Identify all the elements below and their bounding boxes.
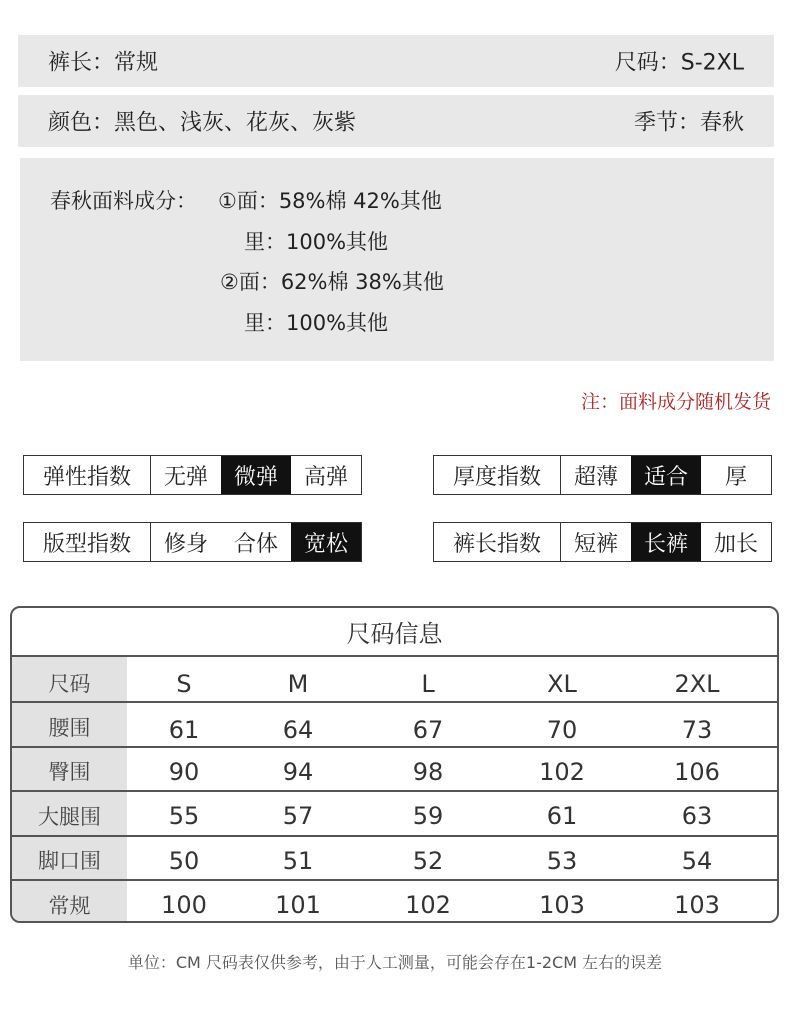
fabric-line-2: 里：100%其他	[244, 230, 389, 254]
table-cell: 54	[681, 847, 713, 875]
table-cell: 57	[282, 802, 314, 830]
table-cell: 63	[681, 802, 713, 830]
table-cell: 73	[681, 716, 713, 744]
attribute-bar-length-size	[18, 35, 774, 87]
size-table	[10, 606, 779, 923]
row-label-leg-opening: 脚口围	[38, 849, 101, 873]
thickness-option-medium-selected: 适合	[631, 456, 701, 494]
table-cell: 103	[539, 891, 585, 919]
table-cell: 102	[539, 758, 585, 786]
thickness-index	[433, 455, 772, 495]
table-cell: 90	[168, 758, 200, 786]
elasticity-option-slight-selected: 微弹	[221, 456, 291, 494]
row-label-waist: 腰围	[48, 716, 91, 740]
elasticity-index	[23, 455, 362, 495]
row-divider	[12, 790, 777, 792]
row-label-hip: 臀围	[48, 760, 91, 784]
table-cell: 64	[282, 716, 314, 744]
length-option-extra-long: 加长	[713, 531, 758, 557]
fit-option-slim: 修身	[163, 531, 208, 557]
season-label: 季节：春秋	[633, 110, 744, 136]
table-cell: 102	[405, 891, 451, 919]
table-cell: 98	[412, 758, 444, 786]
fit-index	[23, 522, 362, 562]
size-header-s: S	[176, 670, 192, 698]
size-header-2xl: 2XL	[674, 670, 720, 698]
length-index-label: 裤长指数	[434, 523, 561, 561]
fabric-line-1: ①面：58%棉 42%其他	[218, 189, 442, 213]
fabric-note: 注：面料成分随机发货	[580, 391, 771, 413]
table-cell: 53	[546, 847, 578, 875]
row-divider	[12, 835, 777, 837]
table-cell: 61	[546, 802, 578, 830]
row-divider	[12, 746, 777, 748]
size-table-title: 尺码信息	[12, 608, 777, 657]
row-label-thigh: 大腿围	[38, 805, 101, 829]
table-cell: 52	[412, 847, 444, 875]
pants-length-label: 裤长：常规	[48, 50, 159, 76]
fit-option-loose-selected: 宽松	[291, 523, 361, 561]
row-divider	[12, 879, 777, 881]
length-option-shorts: 短裤	[573, 531, 618, 557]
elasticity-index-label: 弹性指数	[24, 456, 151, 494]
table-cell: 100	[161, 891, 207, 919]
row-label-regular-length: 常规	[48, 894, 91, 918]
table-cell: 51	[282, 847, 314, 875]
length-index	[433, 522, 772, 562]
size-header-xl: XL	[547, 670, 577, 698]
size-header-label: 尺码	[48, 672, 91, 696]
size-header-l: L	[421, 670, 435, 698]
row-divider	[12, 701, 777, 703]
table-cell: 59	[412, 802, 444, 830]
fabric-line-3: ②面：62%棉 38%其他	[220, 270, 444, 294]
table-cell: 103	[674, 891, 720, 919]
elasticity-option-high: 高弹	[303, 464, 348, 490]
colors-label: 颜色：黑色、浅灰、花灰、灰紫	[48, 110, 357, 136]
fabric-label: 春秋面料成分：	[50, 189, 197, 213]
thickness-index-label: 厚度指数	[434, 456, 561, 494]
table-cell: 50	[168, 847, 200, 875]
elasticity-option-none: 无弹	[163, 464, 208, 490]
table-cell: 101	[275, 891, 321, 919]
table-cell: 106	[674, 758, 720, 786]
thickness-option-thick: 厚	[724, 464, 747, 490]
fit-option-regular: 合体	[233, 531, 278, 557]
table-cell: 61	[168, 716, 200, 744]
fit-index-label: 版型指数	[24, 523, 151, 561]
size-header-m: M	[287, 670, 309, 698]
table-cell: 94	[282, 758, 314, 786]
table-cell: 55	[168, 802, 200, 830]
table-cell: 67	[412, 716, 444, 744]
table-cell: 70	[546, 716, 578, 744]
size-range-label: 尺码：S-2XL	[614, 50, 744, 76]
fabric-composition-panel	[20, 158, 774, 361]
measurement-footnote: 单位：CM 尺码表仅供参考，由于人工测量，可能会存在1-2CM 左右的误差	[127, 953, 663, 972]
fabric-line-4: 里：100%其他	[244, 311, 389, 335]
thickness-option-thin: 超薄	[573, 464, 618, 490]
attribute-bar-color-season	[18, 95, 774, 147]
length-option-long-selected: 长裤	[631, 523, 701, 561]
